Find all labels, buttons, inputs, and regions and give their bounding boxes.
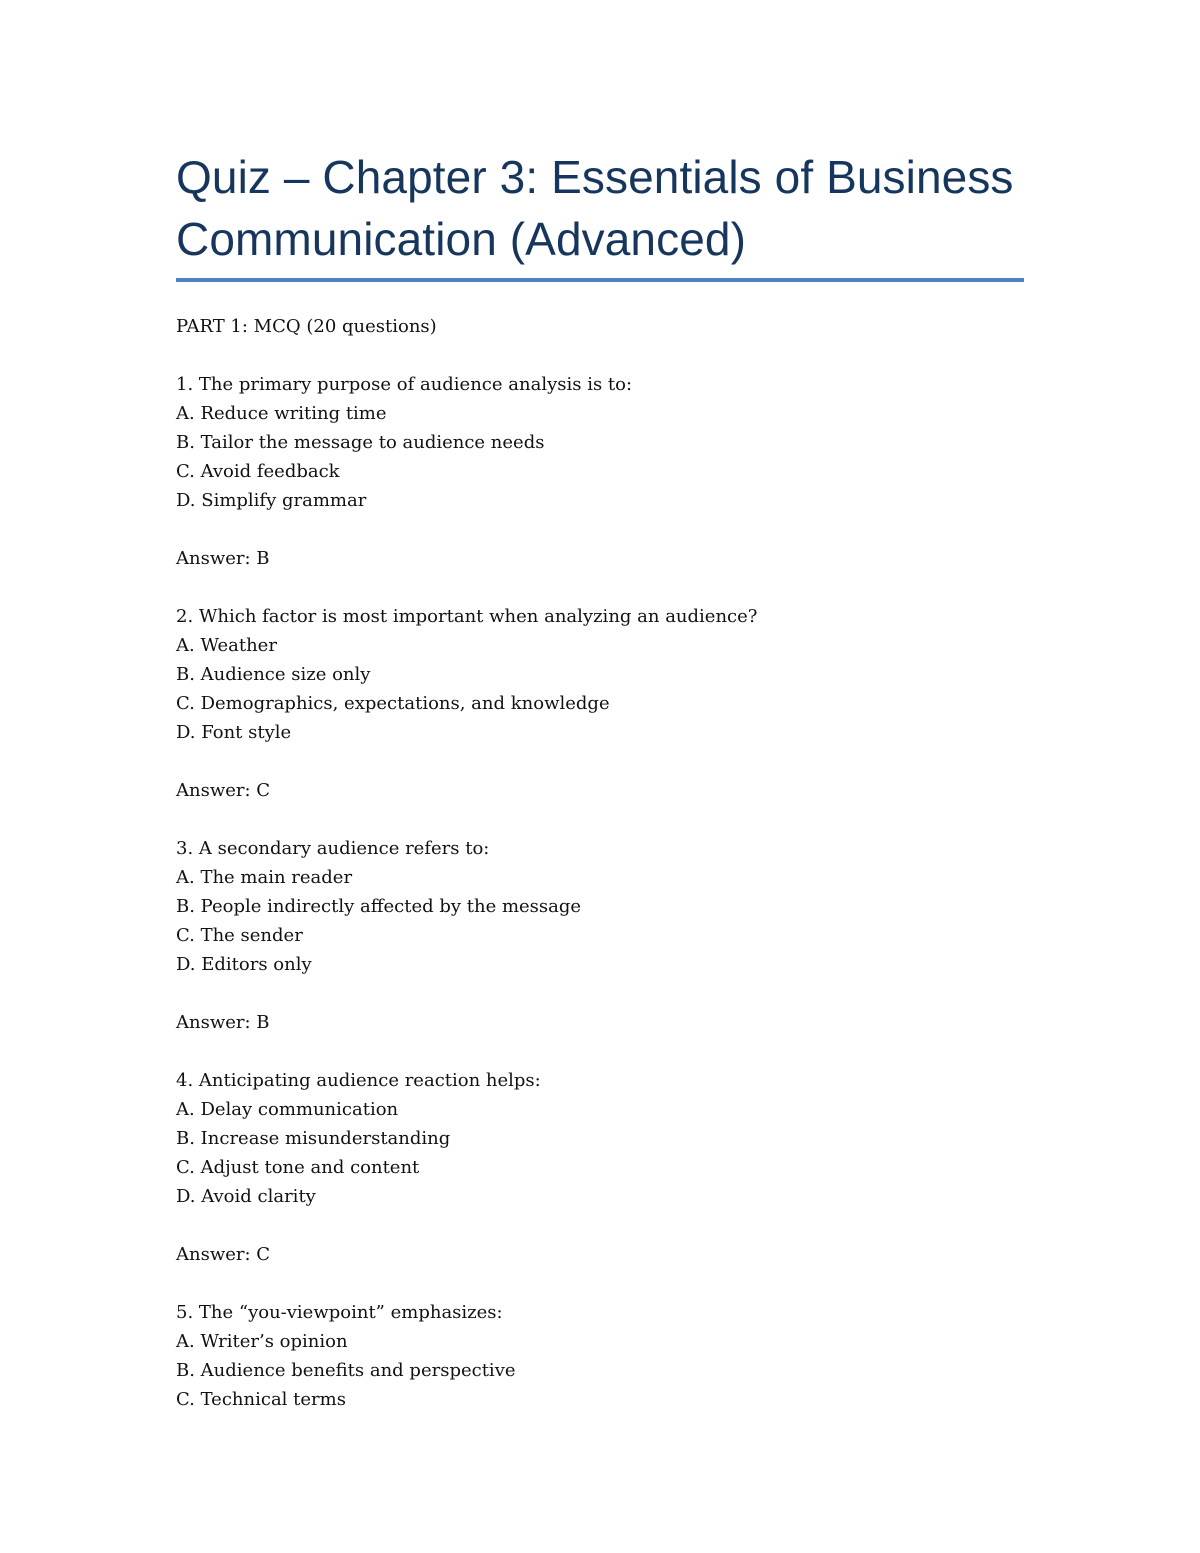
spacer — [176, 747, 1024, 776]
question-block-2 — [176, 602, 1024, 834]
question-block-1 — [176, 370, 1024, 602]
option-c: C. The sender — [176, 925, 303, 946]
question-block-5 — [176, 1298, 1024, 1414]
option-a: A. Delay communication — [176, 1099, 399, 1120]
spacer — [176, 1269, 1024, 1298]
option-c: C. Adjust tone and content — [176, 1157, 420, 1178]
answer-line: Answer: B — [176, 1012, 270, 1033]
spacer — [176, 573, 1024, 602]
title-underline — [176, 278, 1024, 282]
option-a: A. Reduce writing time — [176, 403, 387, 424]
option-d: D. Simplify grammar — [176, 490, 367, 511]
question-text: 1. The primary purpose of audience analysis is to: — [176, 374, 633, 395]
spacer — [176, 1211, 1024, 1240]
spacer — [176, 1037, 1024, 1066]
option-d: D. Avoid clarity — [176, 1186, 316, 1207]
answer-line: Answer: C — [176, 780, 271, 801]
spacer — [176, 341, 1024, 370]
option-d: D. Editors only — [176, 954, 312, 975]
title-line-2: Communication (Advanced) — [176, 213, 746, 265]
option-a: A. Weather — [176, 635, 277, 656]
question-text: 4. Anticipating audience reaction helps: — [176, 1070, 541, 1091]
option-a: A. The main reader — [176, 867, 353, 888]
title-line-1: Quiz – Chapter 3: Essentials of Business — [176, 151, 1014, 203]
option-b: B. Audience benefits and perspective — [176, 1360, 516, 1381]
option-a: A. Writer’s opinion — [176, 1331, 348, 1352]
option-c: C. Demographics, expectations, and knowledge — [176, 693, 610, 714]
document-title — [176, 146, 1024, 270]
option-b: B. Audience size only — [176, 664, 371, 685]
question-block-4 — [176, 1066, 1024, 1298]
spacer — [176, 805, 1024, 834]
question-text: 5. The “you-viewpoint” emphasizes: — [176, 1302, 503, 1323]
document-page — [176, 146, 1024, 1414]
option-d: D. Font style — [176, 722, 292, 743]
option-c: C. Technical terms — [176, 1389, 346, 1410]
spacer — [176, 515, 1024, 544]
option-c: C. Avoid feedback — [176, 461, 340, 482]
answer-line: Answer: C — [176, 1244, 271, 1265]
question-text: 2. Which factor is most important when analyzing an audience? — [176, 606, 758, 627]
question-block-3 — [176, 834, 1024, 1066]
spacer — [176, 979, 1024, 1008]
answer-line: Answer: B — [176, 548, 270, 569]
option-b: B. Tailor the message to audience needs — [176, 432, 545, 453]
part-heading: PART 1: MCQ (20 questions) — [176, 316, 437, 337]
option-b: B. Increase misunderstanding — [176, 1128, 451, 1149]
option-b: B. People indirectly affected by the message — [176, 896, 582, 917]
question-text: 3. A secondary audience refers to: — [176, 838, 490, 859]
